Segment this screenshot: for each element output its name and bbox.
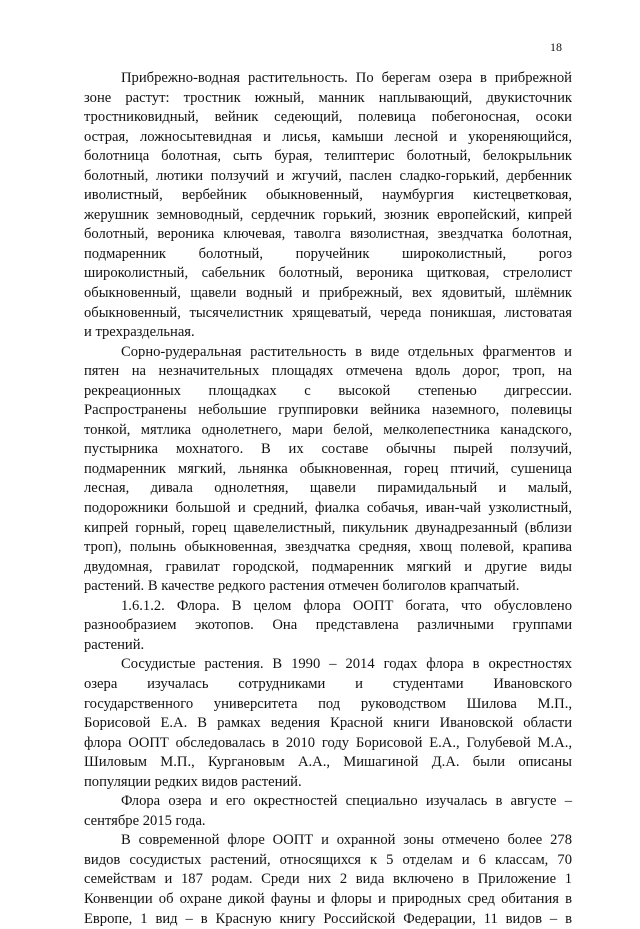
text-line: подмаренник болотный, поручейник широколистный, рогоз <box>84 245 572 262</box>
text-line: Шиловым М.П., Кургановым А.А., Мишагиной Д.А. были описаны <box>84 754 572 771</box>
text-line: государственного университета под руководством Шилова М.П., <box>84 695 572 712</box>
text-line: острая, ложносытевидная и лисья, камыши лесной и укореняющийся, <box>84 128 572 145</box>
text-line: болотный, лютики ползучий и жгучий, паслен сладко-горький, дербенник <box>84 167 572 184</box>
text-line: пятен на незначительных площадях отмечена вдоль дорог, троп, на <box>84 363 572 380</box>
text-line: иволистный, вербейник обыкновенный, наумбургия кистецветковая, <box>84 187 572 204</box>
text-line: и трехраздельная. <box>84 324 195 341</box>
text-line: широколистный, сабельник болотный, вероника щитковая, стрелолист <box>84 265 572 282</box>
text-line: болотный, вероника ключевая, таволга вязолистная, звездчатка болотная, <box>84 226 572 243</box>
text-line: Прибрежно-водная растительность. По берегам озера в прибрежной <box>121 70 572 86</box>
text-line: Сосудистые растения. В 1990 – 2014 годах флора в окрестностях <box>121 656 572 673</box>
text-line: тростниковидный, вейник седеющий, полевица побегоносная, осоки <box>84 109 572 126</box>
text-line: озера изучалась сотрудниками и студентами Ивановского <box>84 675 572 692</box>
text-line: лесная, дивала однолетняя, щавели пирамидальный и малый, <box>84 480 572 497</box>
text-line: жерушник земноводный, сердечник горький, зюзник европейский, кипрей <box>84 206 572 223</box>
text-line: видов сосудистых растений, относящихся к 5 отделам и 6 классам, 70 <box>84 851 572 868</box>
text-line: двудомная, гравилат городской, подмаренник мягкий и другие виды <box>84 558 572 575</box>
text-line: сентябре 2015 года. <box>84 812 206 829</box>
page-number: 18 <box>550 40 562 54</box>
text-line: Сорно-рудеральная растительность в виде отдельных фрагментов и <box>121 343 572 360</box>
text-line: подорожники большой и средний, фиалка собачья, иван-чай узколистный, <box>84 500 572 517</box>
text-line: подмаренник мягкий, льнянка обыкновенная, горец птичий, сушеница <box>84 460 572 477</box>
text-line: Конвенции об охране дикой фауны и флоры и природных сред обитания в <box>84 890 572 907</box>
text-line: 1.6.1.2. Флора. В целом флора ООПТ богата, что обусловлено <box>121 597 572 614</box>
text-line: троп), полынь обыкновенная, звездчатка средняя, хвощ полевой, крапива <box>84 539 572 556</box>
document-body <box>84 69 572 929</box>
text-line: кипрей горный, горец щавелелистный, пикульник двунадрезанный (вблизи <box>84 519 572 536</box>
text-line: растений. <box>84 636 145 653</box>
text-line: Распространены небольшие группировки вейника наземного, полевицы <box>84 402 572 419</box>
text-line: разнообразием экотопов. Она представлена различными группами <box>84 617 572 634</box>
text-line: пустырника мохнатого. В их составе обычны пырей ползучий, <box>84 441 572 458</box>
text-line: рекреационных площадках с высокой степенью дигрессии. <box>84 382 572 399</box>
text-line: популяции редких видов растений. <box>84 773 302 790</box>
text-line: семействам и 187 родам. Среди них 2 вида включено в Приложение 1 <box>84 871 572 888</box>
text-line: тонкой, мятлика однолетнего, мари белой, мелколепестника канадского, <box>84 421 572 438</box>
text-line: В современной флоре ООПТ и охранной зоны отмечено более 278 <box>121 832 572 849</box>
text-line: обыкновенный, тысячелистник хрящеватый, череда поникшая, листоватая <box>84 304 572 321</box>
text-line: Борисовой Е.А. В рамках ведения Красной книги Ивановской области <box>84 715 572 732</box>
text-line: растений. В качестве редкого растения отмечен болиголов крапчатый. <box>84 578 520 595</box>
text-line: обыкновенный, щавели водный и прибрежный, вех ядовитый, шлёмник <box>84 285 572 302</box>
text-line: Европе, 1 вид – в Красную книгу Российской Федерации, 11 видов – в <box>84 910 572 927</box>
text-line: болотница болотная, сыть бурая, телиптерис болотный, белокрыльник <box>84 148 572 165</box>
text-line: зоне растут: тростник южный, манник наплывающий, двукисточник <box>84 89 572 106</box>
text-line: Флора озера и его окрестностей специально изучалась в августе – <box>121 793 572 810</box>
text-line: флора ООПТ обследовалась в 2010 году Борисовой Е.А., Голубевой М.А., <box>84 734 572 751</box>
